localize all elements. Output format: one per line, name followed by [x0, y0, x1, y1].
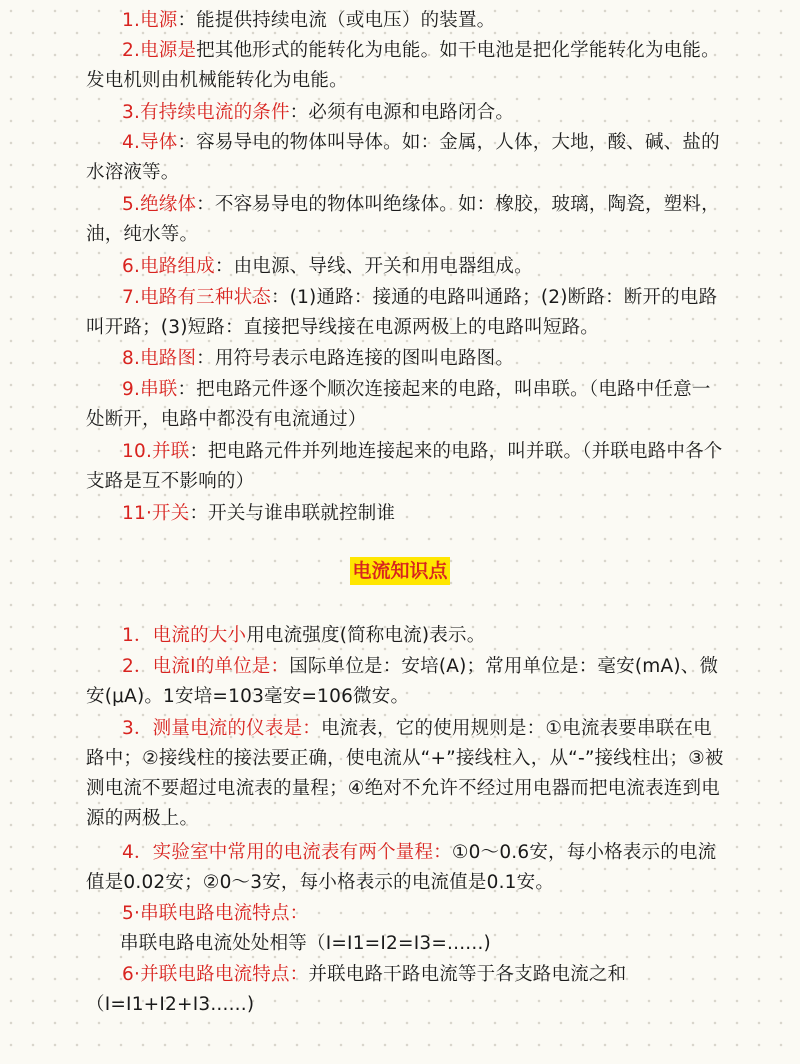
item-text: ：必须有电源和电路闭合。: [289, 102, 515, 123]
list-item: [86, 190, 726, 250]
item-key: 7.电路有三种状态: [122, 287, 271, 308]
item-text: ：不容易导电的物体叫绝缘体。如：橡胶，玻璃，陶瓷，塑料，油，纯水等。: [86, 194, 720, 245]
list-item: [86, 344, 726, 374]
item-key: 4.导体: [122, 132, 178, 153]
item-text: 把其他形式的能转化为电能。如干电池是把化学能转化为电能。发电机则由机械能转化为电能。: [86, 40, 720, 91]
item-text: 用电流强度(简称电流)表示。: [246, 625, 486, 646]
item-key: 9.串联: [122, 379, 178, 400]
item-text: ①0～0.6安，每小格表示的电流值是0.02安；②0～3安，每小格表示的电流值是0.1安。: [86, 842, 717, 893]
item-key: 3．测量电流的仪表是：: [122, 718, 321, 739]
item-text: ：能提供持续电流（或电压）的装置。: [177, 10, 496, 31]
item-key: 6.电路组成: [122, 256, 215, 277]
item-text: ：开关与谁串联就控制谁: [189, 503, 396, 524]
item-key: 1．电流的大小: [122, 625, 247, 646]
list-item: [86, 899, 726, 929]
list-item: [86, 283, 726, 343]
list-item: [86, 36, 726, 96]
list-item: [86, 499, 726, 529]
list-item: [86, 838, 726, 898]
item-text: 串联电路电流处处相等（I=I1=I2=I3=......): [120, 933, 491, 954]
item-text: ：把电路元件逐个顺次连接起来的电路，叫串联。（电路中任意一处断开，电路中都没有电流通过）: [86, 379, 711, 430]
item-key: 4．实验室中常用的电流表有两个量程：: [122, 842, 452, 863]
item-key: 10.并联: [122, 441, 190, 462]
item-text: ：由电源、导线、开关和用电器组成。: [214, 256, 533, 277]
section-heading: 电流知识点: [0, 557, 800, 585]
list-item: [86, 375, 726, 435]
item-key: 6·并联电路电流特点：: [122, 964, 309, 985]
item-text: ：容易导电的物体叫导体。如：金属，人体，大地，酸、碱、盐的水溶液等。: [86, 132, 720, 183]
item-key: 2.电源是: [122, 40, 197, 61]
list-item: [86, 621, 726, 651]
list-item: [120, 929, 720, 959]
item-key: 1.电源: [122, 10, 178, 31]
item-text: 电流表，它的使用规则是：①电流表要串联在电路中；②接线柱的接法要正确，使电流从“+”接线柱入，从“-”接线柱出；③被测电流不要超过电流表的量程；④绝对不允许不经过用电器而把电流表连到电源的两极上。: [86, 718, 724, 829]
list-item: [86, 960, 726, 1020]
list-item: [86, 6, 726, 36]
list-item: [86, 437, 726, 497]
item-text: ：(1)通路：接通的电路叫通路；(2)断路：断开的电路叫开路；(3)短路：直接把导线接在电源两极上的电路叫短路。: [86, 287, 718, 338]
item-text: 并联电路干路电流等于各支路电流之和（I=I1+I2+I3......): [86, 964, 627, 1015]
item-key: 5.绝缘体: [122, 194, 197, 215]
list-item: [86, 252, 726, 282]
item-key: 8.电路图: [122, 348, 197, 369]
item-key: 2．电流I的单位是：: [122, 656, 290, 677]
item-key: 5·串联电路电流特点：: [122, 903, 309, 924]
item-key: 11·开关: [122, 503, 190, 524]
list-item: [86, 98, 726, 128]
list-item: [86, 714, 726, 834]
item-key: 3.有持续电流的条件: [122, 102, 290, 123]
list-item: [86, 652, 726, 712]
item-text: 国际单位是：安培(A)；常用单位是：毫安(mA)、微安(μA)。1安培=103毫安=106微安。: [86, 656, 719, 707]
item-text: ：用符号表示电路连接的图叫电路图。: [196, 348, 515, 369]
list-item: [86, 128, 726, 188]
item-text: ：把电路元件并列地连接起来的电路，叫并联。（并联电路中各个支路是互不影响的）: [86, 441, 723, 492]
